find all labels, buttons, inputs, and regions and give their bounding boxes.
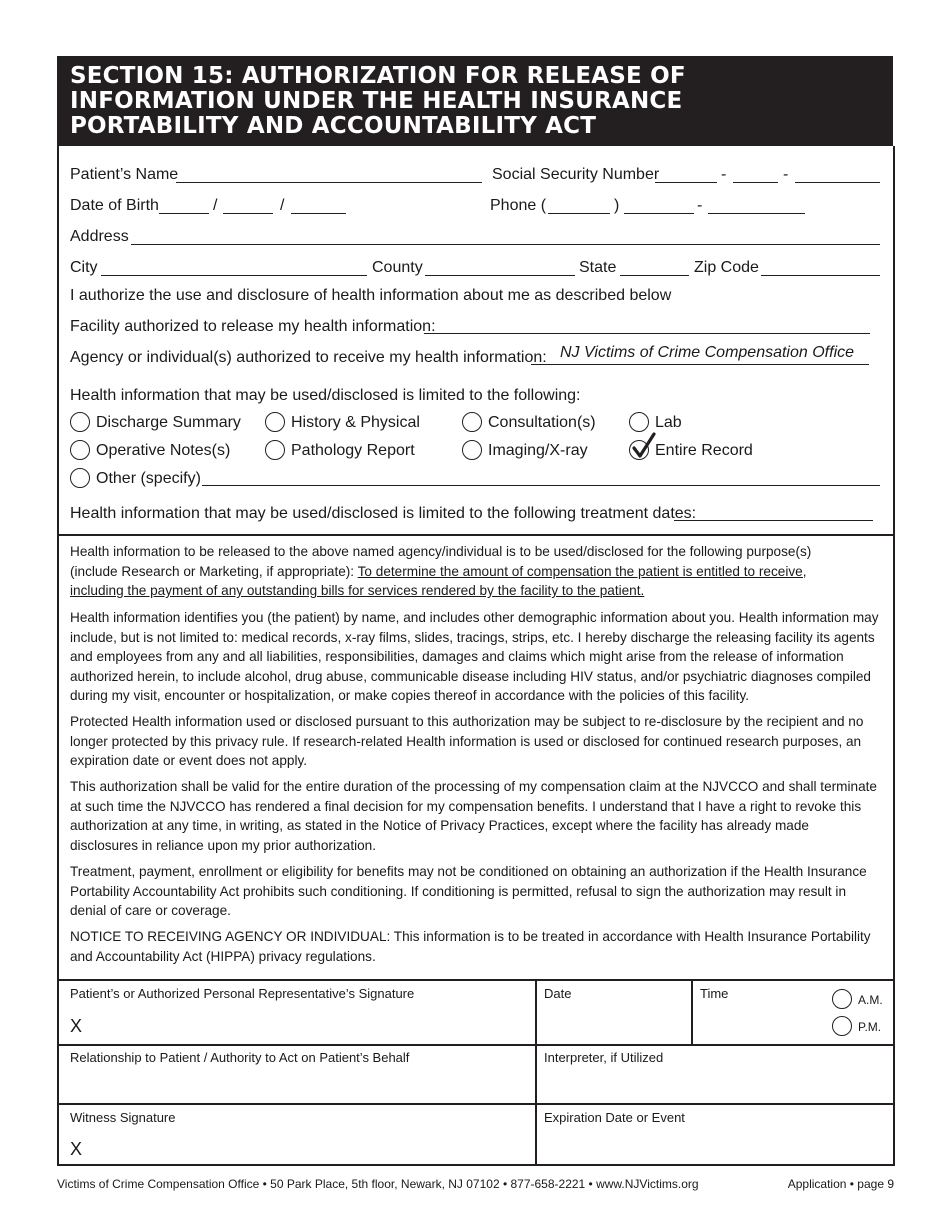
section-title <box>70 64 893 139</box>
discharge-summary-label: Discharge Summary <box>96 414 241 431</box>
witness-x-mark: X <box>70 1139 83 1159</box>
am-label: A.M. <box>858 993 883 1007</box>
footer-address: Victims of Crime Compensation Office • 50 Park Place, 5th floor, Newark, NJ 07102 • 877-658-2221 • www.NJVictims.org <box>57 1177 699 1191</box>
footer-page-number: Application • page 9 <box>787 1177 894 1191</box>
dob-year-field[interactable] <box>291 213 346 214</box>
history-physical-label: History & Physical <box>291 414 420 431</box>
interpreter-field[interactable] <box>544 1068 884 1098</box>
treatment-paragraph: Treatment, payment, enrollment or eligibility for benefits may not be conditioned on obtaining an authorization if the Health Insurance Portability Accountability Act prohibits such conditioning. If conditioning is permitted, refusal to sign the authorization may result in denial of care or coverage. <box>70 864 867 918</box>
date-label: Date <box>544 986 572 1001</box>
imaging-xray-radio[interactable] <box>462 440 482 460</box>
section-title-line-1: SECTION 15: AUTHORIZATION FOR RELEASE OF <box>70 63 686 89</box>
checkmark-icon <box>630 432 658 460</box>
patient-name-field[interactable] <box>176 182 482 183</box>
county-field[interactable] <box>425 275 575 276</box>
purpose-underlined: including the payment of any outstanding bills for services rendered by the facility to the patient. <box>70 583 645 598</box>
purpose-paragraph <box>70 542 880 601</box>
dob-day-field[interactable] <box>223 213 273 214</box>
patient-signature-field[interactable] <box>90 1000 530 1040</box>
interpreter-label: Interpreter, if Utilized <box>544 1050 664 1065</box>
agency-field[interactable] <box>531 364 869 365</box>
grid-line <box>57 1044 893 1046</box>
patient-signature-label: Patient’s or Authorized Personal Representative’s Signature <box>70 986 415 1001</box>
dob-month-field[interactable] <box>159 213 209 214</box>
ssn-label: Social Security Number <box>492 166 660 183</box>
ssn-dash: - <box>721 166 727 183</box>
grid-line <box>691 979 693 1044</box>
signature-x-mark: X <box>70 1016 83 1036</box>
ssn-part2-field[interactable] <box>733 182 778 183</box>
phone-prefix-field[interactable] <box>624 213 694 214</box>
time-label: Time <box>700 986 729 1001</box>
operative-notes-radio[interactable] <box>70 440 90 460</box>
zip-field[interactable] <box>761 275 880 276</box>
treatment-dates-label: Health information that may be used/disclosed is limited to the following treatment dates: <box>70 505 697 522</box>
witness-signature-field[interactable] <box>90 1126 530 1160</box>
county-label: County <box>372 259 423 276</box>
relationship-field[interactable] <box>70 1068 530 1098</box>
section-title-line-3: PORTABILITY AND ACCOUNTABILITY ACT <box>70 113 597 139</box>
patient-name-label: Patient’s Name <box>70 166 179 183</box>
section-title-line-2: INFORMATION UNDER THE HEALTH INSURANCE <box>70 88 683 114</box>
section-header <box>57 56 893 146</box>
ssn-dash: - <box>783 166 789 183</box>
consultation-radio[interactable] <box>462 412 482 432</box>
grid-line <box>57 979 893 981</box>
ssn-part1-field[interactable] <box>655 182 717 183</box>
treatment-dates-field[interactable] <box>674 520 873 521</box>
phone-paren: ) <box>614 197 620 214</box>
grid-line <box>57 1103 893 1105</box>
phone-number-field[interactable] <box>708 213 805 214</box>
expiration-label: Expiration Date or Event <box>544 1110 685 1125</box>
protected-paragraph: Protected Health information used or disclosed pursuant to this authorization may be subject to re-disclosure by the recipient and no longer protected by this privacy rule. If research-related Health information is used or disclosed for continued research purposes, an expiration date or event does not apply. <box>70 714 864 768</box>
facility-field[interactable] <box>424 333 870 334</box>
lab-radio[interactable] <box>629 412 649 432</box>
consultation-label: Consultation(s) <box>488 414 596 431</box>
zip-label: Zip Code <box>694 259 759 276</box>
identifies-paragraph: Health information identifies you (the patient) by name, and includes other demographic information about you. Health information may include, but is not limited to: medical records, x-ray films, slides, tracings, strips, etc. I hereby discharge the releasing facility its agents and employees from any and all liabilities, responsibilities, damages and claims which might arise from the release of information authorized herein, to include alcohol, drug abuse, communicable disease including HIV status, and/or psychiatric diagnoses compiled during my visit, encounter or hospitalization, or make copies thereof in accordance with the policies of this facility. <box>70 610 879 703</box>
am-radio[interactable] <box>832 989 852 1009</box>
authorize-statement: I authorize the use and disclosure of health information about me as described below <box>70 287 672 304</box>
purpose-text: Health information to be released to the above named agency/individual is to be used/disclosed for the following purpose(s) <box>70 544 812 559</box>
other-specify-field[interactable] <box>202 485 880 486</box>
phone-dash: - <box>697 197 703 214</box>
city-field[interactable] <box>101 275 367 276</box>
grid-line <box>535 979 537 1164</box>
relationship-label: Relationship to Patient / Authority to Act on Patient’s Behalf <box>70 1050 410 1065</box>
section-divider <box>57 534 893 536</box>
lab-label: Lab <box>655 414 682 431</box>
limited-heading: Health information that may be used/disclosed is limited to the following: <box>70 387 581 404</box>
witness-signature-label: Witness Signature <box>70 1110 176 1125</box>
pathology-report-label: Pathology Report <box>291 442 415 459</box>
state-field[interactable] <box>620 275 689 276</box>
expiration-field[interactable] <box>544 1126 884 1160</box>
ssn-part3-field[interactable] <box>795 182 880 183</box>
time-field[interactable] <box>698 1002 818 1040</box>
date-field[interactable] <box>540 1002 685 1040</box>
validity-paragraph: This authorization shall be valid for the entire duration of the processing of my compensation claim at the NJVCCO and shall terminate at such time the NJVCCO has rendered a final decision for my compensation benefits. I understand that I have a right to revoke this authorization at any time, in writing, as stated in the Notice of Privacy Practices, except where the facility has already made disclosures in reliance upon my prior authorization. <box>70 779 877 853</box>
operative-notes-label: Operative Notes(s) <box>96 442 231 459</box>
entire-record-label: Entire Record <box>655 442 753 459</box>
dob-slash: / <box>213 197 218 214</box>
address-field[interactable] <box>131 244 880 245</box>
history-physical-radio[interactable] <box>265 412 285 432</box>
agency-label: Agency or individual(s) authorized to receive my health information: <box>70 349 547 366</box>
dob-label: Date of Birth <box>70 197 159 214</box>
state-label: State <box>579 259 617 276</box>
pathology-report-radio[interactable] <box>265 440 285 460</box>
phone-label: Phone ( <box>490 197 547 214</box>
city-label: City <box>70 259 98 276</box>
notice-paragraph: NOTICE TO RECEIVING AGENCY OR INDIVIDUAL: This information is to be treated in accordance with Health Insurance Portability and Accountability Act (HIPPA) privacy regulations. <box>70 929 871 964</box>
pm-label: P.M. <box>858 1020 882 1034</box>
purpose-underlined: To determine the amount of compensation the patient is entitled to receive, <box>357 563 807 579</box>
other-radio[interactable] <box>70 468 90 488</box>
dob-slash: / <box>280 197 285 214</box>
other-label: Other (specify) <box>96 470 201 487</box>
purpose-text: (include Research or Marketing, if appropriate): <box>70 563 358 579</box>
phone-area-field[interactable] <box>548 213 610 214</box>
agency-value: NJ Victims of Crime Compensation Office <box>560 344 855 361</box>
discharge-summary-radio[interactable] <box>70 412 90 432</box>
imaging-xray-label: Imaging/X-ray <box>488 442 588 459</box>
pm-radio[interactable] <box>832 1016 852 1036</box>
facility-label: Facility authorized to release my health information: <box>70 318 436 335</box>
address-label: Address <box>70 228 129 245</box>
